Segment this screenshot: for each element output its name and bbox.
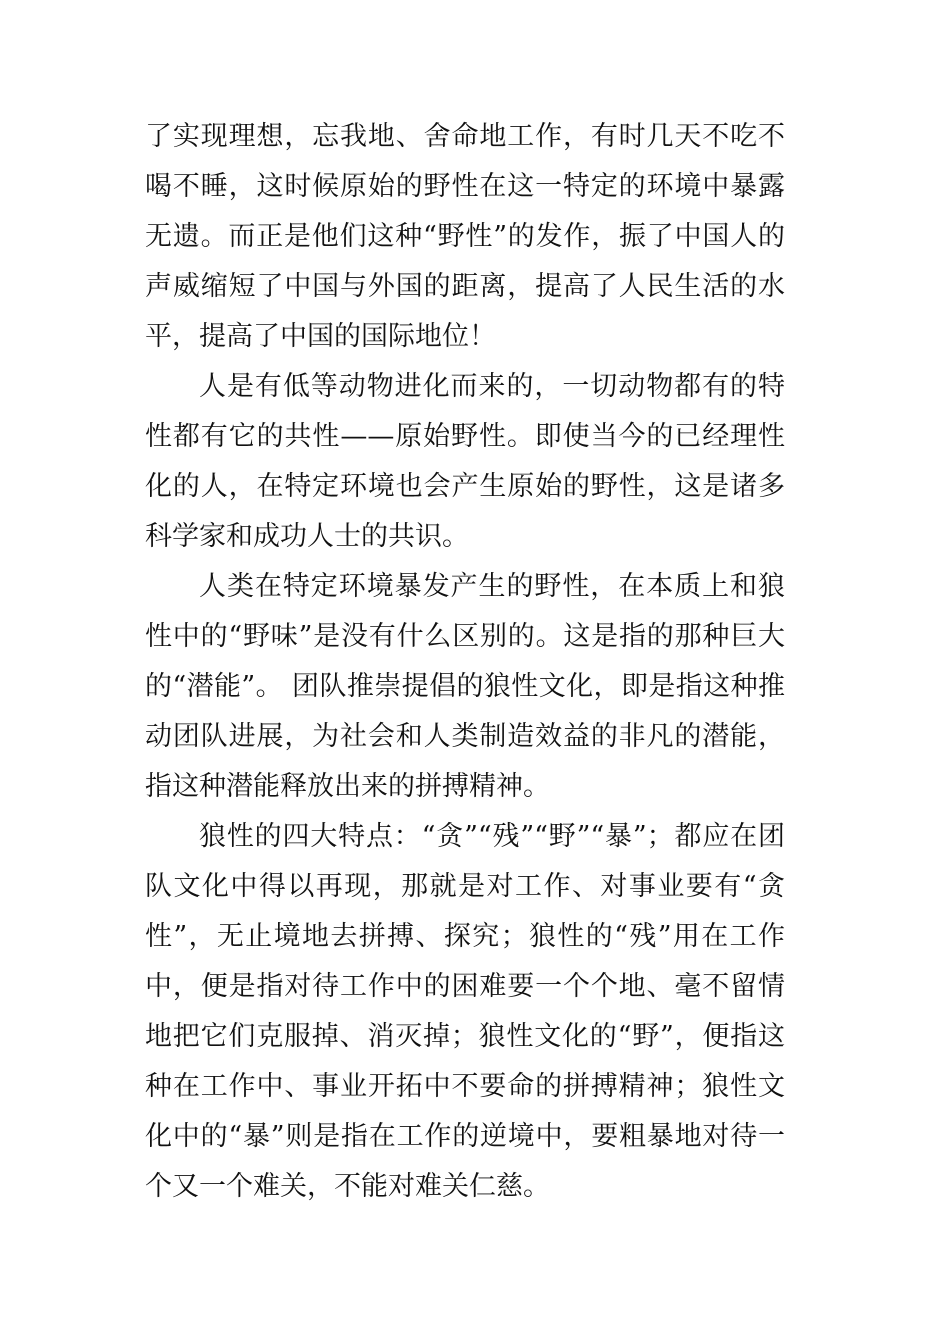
paragraph-potential: 人类在特定环境暴发产生的野性，在本质上和狼性中的“野味”是没有什么区别的。这是指的那种巨大的“潜能”。 团队推崇提倡的狼性文化，即是指这种推动团队进展，为社会和人类制造效益的非凡的潜能，指这种潜能释放出来的拼搏精神。 [145, 571, 785, 802]
paragraph-wolf-traits: 狼性的四大特点：“贪”“残”“野”“暴”；都应在团队文化中得以再现，那就是对工作、对事业要有“贪性”，无止境地去拼搏、探究；狼性的“残”用在工作中，便是指对待工作中的困难要一个个地、毫不留情地把它们克服掉、消灭掉；狼性文化的“野”，便指这种在工作中、事业开拓中不要命的拼搏精神；狼性文化中的“暴”则是指在工作的逆境中，要粗暴地对待一个又一个难关，不能对难关仁慈。 [145, 821, 785, 1202]
document-body [145, 112, 785, 1212]
paragraph-continued: 了实现理想，忘我地、舍命地工作，有时几天不吃不喝不睡，这时候原始的野性在这一特定的环境中暴露无遗。而正是他们这种“野性”的发作，振了中国人的声威缩短了中国与外国的距离，提高了人民生活的水平，提高了中国的国际地位！ [145, 121, 785, 352]
paragraph-evolution: 人是有低等动物进化而来的，一切动物都有的特性都有它的共性——原始野性。即使当今的已经理性化的人，在特定环境也会产生原始的野性，这是诸多科学家和成功人士的共识。 [145, 371, 785, 552]
